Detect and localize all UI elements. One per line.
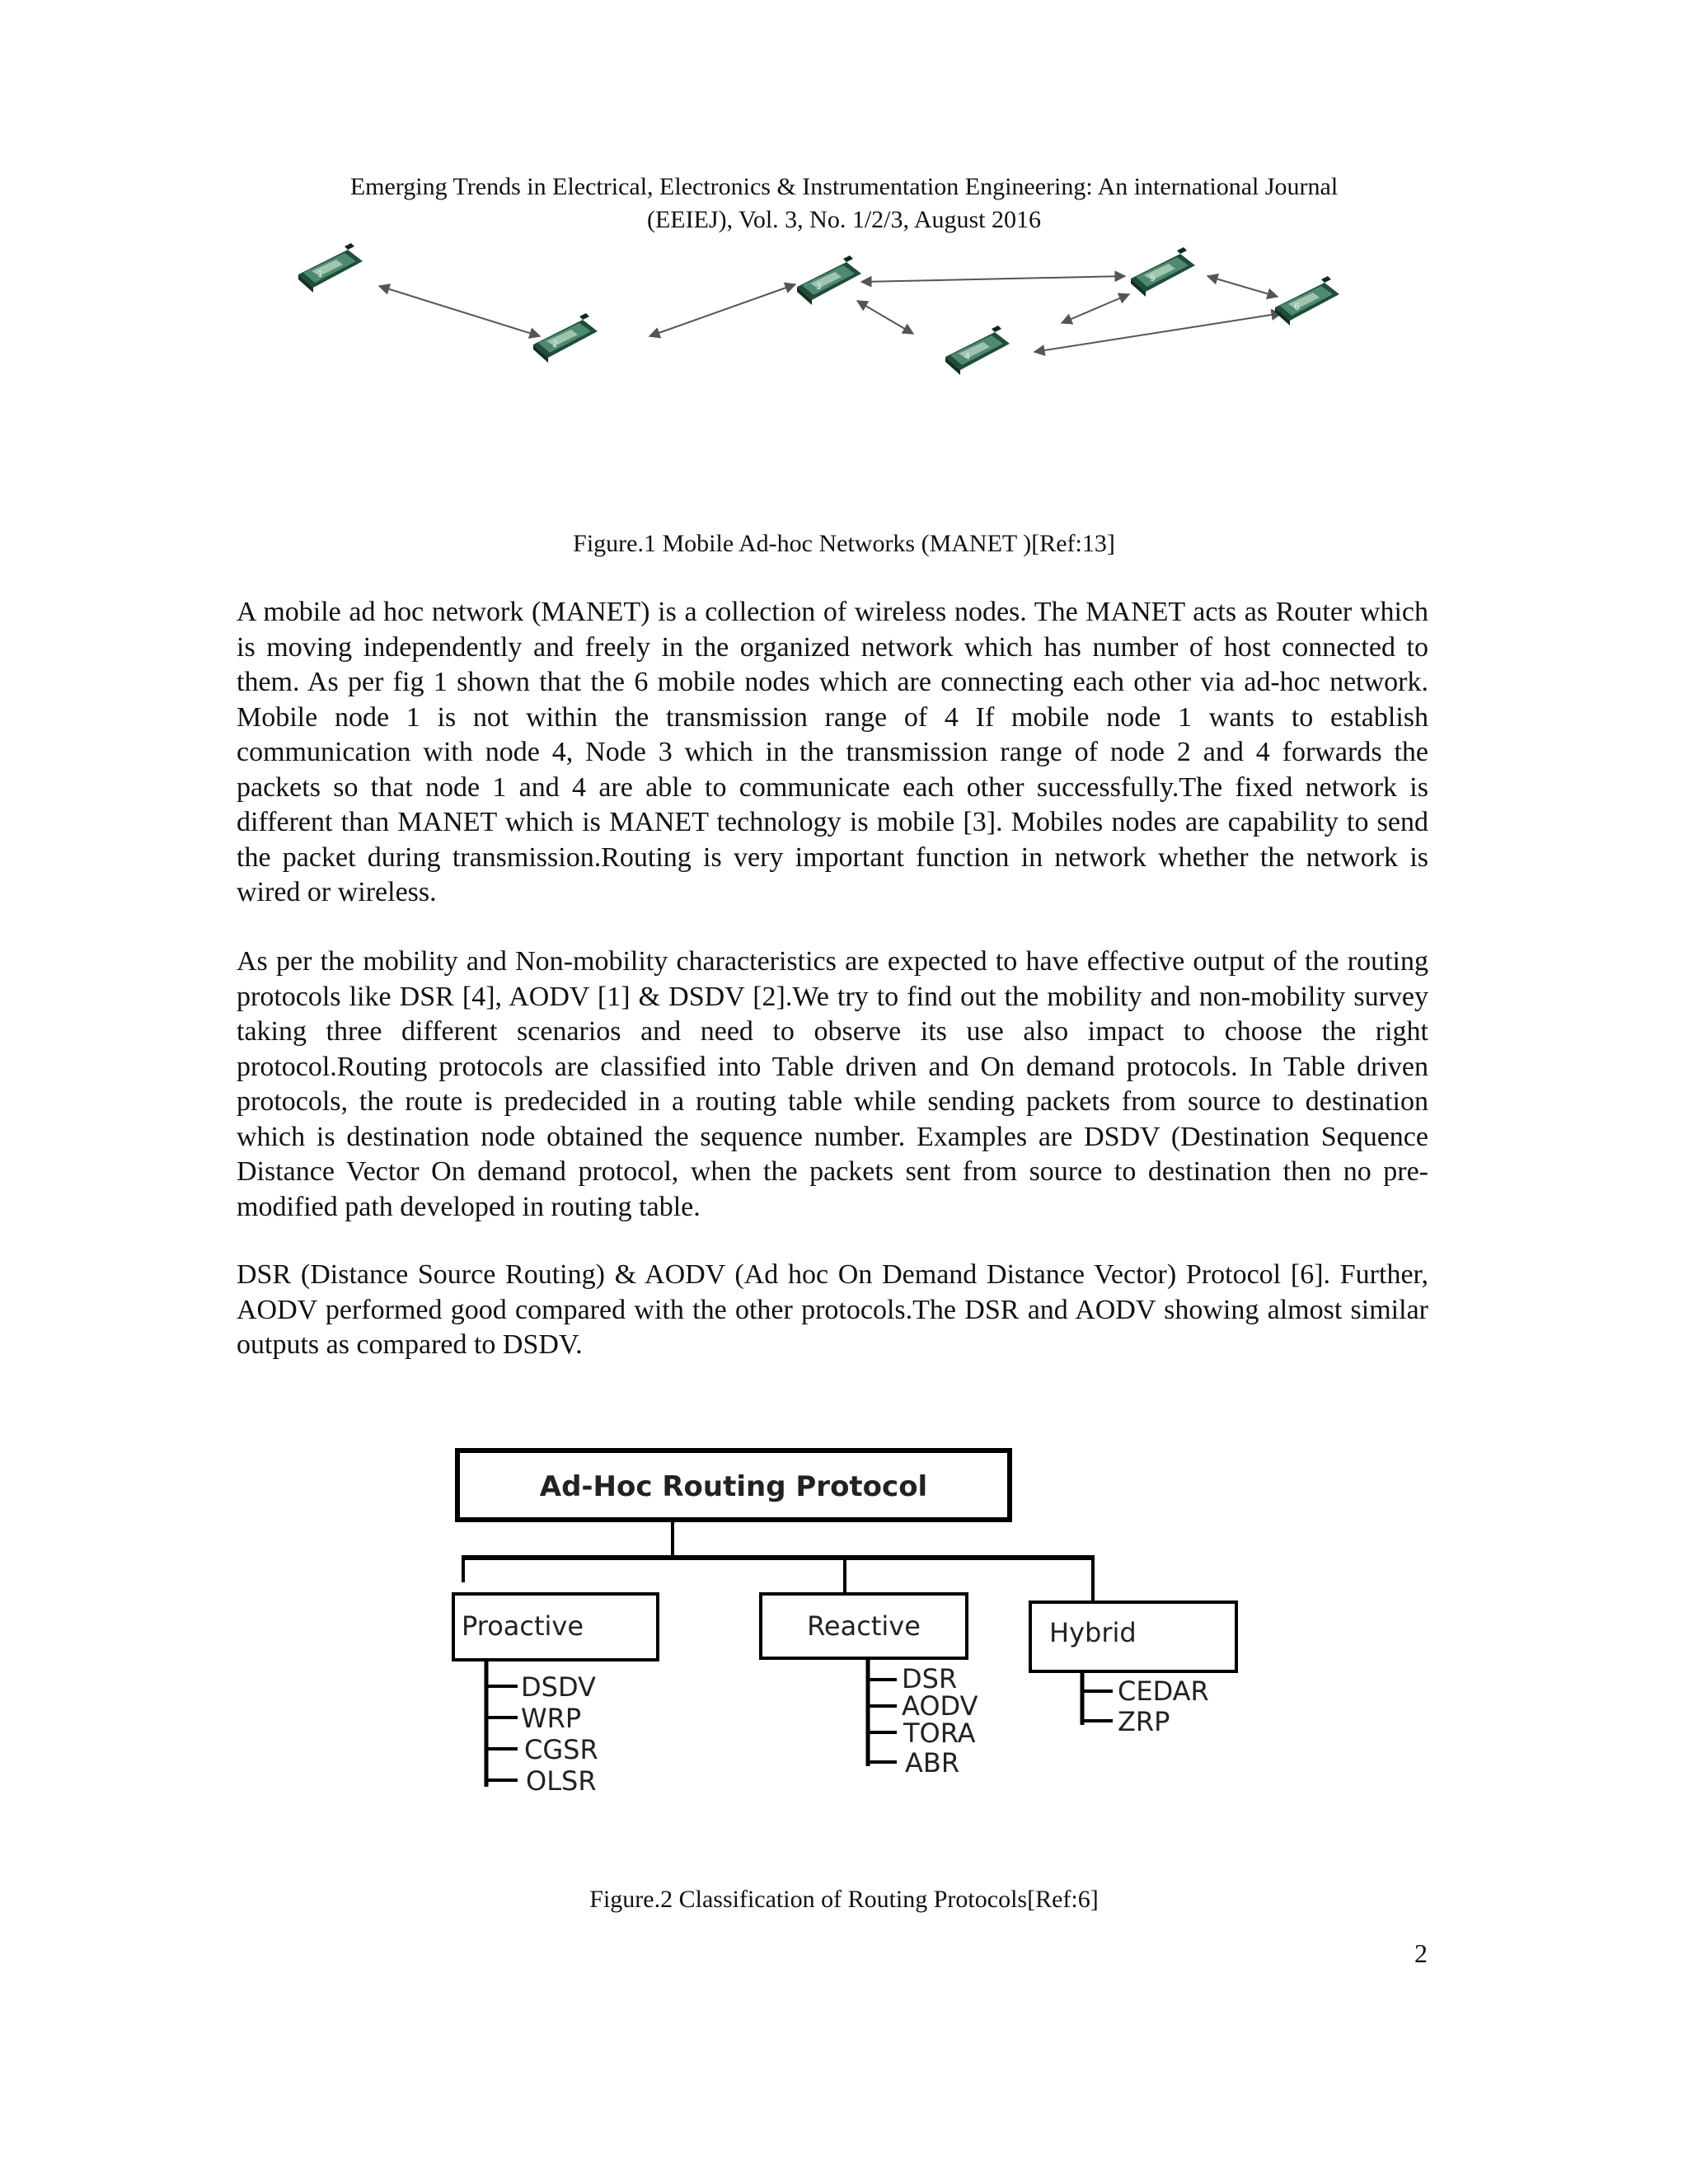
node-label-5: 5 xyxy=(1150,273,1156,284)
node-label-2: 2 xyxy=(552,339,558,349)
header-line-2: (EEIEJ), Vol. 3, No. 1/2/3, August 2016 xyxy=(646,206,1042,233)
link-4-5 xyxy=(1062,294,1129,323)
paragraph-2: As per the mobility and Non-mobility characteristics are expected to have effective output of the routing protocols like DSR [4], AODV [1] & DSDV [2].We try to find out the mobility and non-mobility survey taking three different scenarios and need to observe its use also impact to choose the right protocol.Routing protocols are classified into Table driven and On demand protocols. In Table driven protocols, the route is predecided in a routing table while sending packets from source to destination which is destination node obtained the sequence number. Examples are DSDV (Destination Sequence Distance Vector On demand protocol, when the packets sent from source to destination then no pre-modified path developed in routing table. xyxy=(237,946,1428,1222)
root-label: Ad-Hoc Routing Protocol xyxy=(539,1470,928,1503)
proactive-item-dsdv: DSDV xyxy=(521,1671,596,1703)
mobile-node-5-icon xyxy=(1131,247,1195,297)
node-label-1: 1 xyxy=(317,269,323,279)
category-reactive-label: Reactive xyxy=(807,1610,921,1642)
category-proactive-label: Proactive xyxy=(462,1610,584,1642)
proactive-item-wrp: WRP xyxy=(521,1703,582,1734)
reactive-item-tora: TORA xyxy=(903,1718,976,1749)
node-label-3: 3 xyxy=(816,281,822,292)
reactive-item-dsr: DSR xyxy=(902,1663,958,1694)
link-3-4 xyxy=(857,301,913,334)
manet-figure xyxy=(280,235,1385,391)
proactive-item-olsr: OLSR xyxy=(526,1765,597,1795)
mobile-node-3-icon xyxy=(797,255,861,305)
paragraph-1: A mobile ad hoc network (MANET) is a collection of wireless nodes. The MANET acts as Router which is moving independently and freely in the organized network which has number of host connected to them. As per fig 1 shown that the 6 mobile nodes which are connecting each other via ad-hoc network. Mobile node 1 is not within the transmission range of 4 If mobile node 1 wants to establish communication with node 4, Node 3 which in the transmission range of node 2 and 4 forwards the packets so that node 1 and 4 are able to communicate each other successfully.The fixed network is different than MANET which is MANET technology is mobile [3]. Mobiles nodes are capability to send the packet during transmission.Routing is very important function in network whether the network is wired or wireless. xyxy=(237,597,1428,907)
mobile-node-4-icon xyxy=(945,326,1010,375)
mobile-node-1-icon xyxy=(298,243,363,293)
mobile-node-2-icon xyxy=(533,313,598,363)
running-header xyxy=(0,171,1688,237)
routing-classification-diagram xyxy=(445,1441,1253,1795)
figure-1-caption: Figure.1 Mobile Ad-hoc Networks (MANET )[Ref:13] xyxy=(573,530,1115,557)
node-label-6: 6 xyxy=(1294,302,1300,312)
paragraph-3: DSR (Distance Source Routing) & AODV (Ad hoc On Demand Distance Vector) Protocol [6]. Further, AODV performed good compared with the other protocols.The DSR and AODV showing almost similar outputs as compared to DSDV. xyxy=(237,1259,1428,1360)
reactive-item-aodv: AODV xyxy=(902,1690,978,1722)
category-hybrid-label: Hybrid xyxy=(1049,1617,1137,1648)
link-5-6 xyxy=(1207,276,1278,297)
hybrid-item-cedar: CEDAR xyxy=(1118,1675,1209,1707)
mobile-node-6-icon xyxy=(1275,276,1339,326)
link-1-2 xyxy=(379,286,540,336)
hybrid-item-zrp: ZRP xyxy=(1118,1706,1170,1737)
link-2-3 xyxy=(649,284,795,336)
header-line-1: Emerging Trends in Electrical, Electronics & Instrumentation Engineering: An international Journal xyxy=(349,173,1339,200)
page-number: 2 xyxy=(1414,1938,1428,1968)
figure-2-caption: Figure.2 Classification of Routing Protocols[Ref:6] xyxy=(589,1886,1099,1913)
node-label-4: 4 xyxy=(964,351,970,362)
link-3-5 xyxy=(861,276,1125,282)
proactive-item-cgsr: CGSR xyxy=(524,1734,598,1765)
reactive-item-abr: ABR xyxy=(905,1747,960,1779)
